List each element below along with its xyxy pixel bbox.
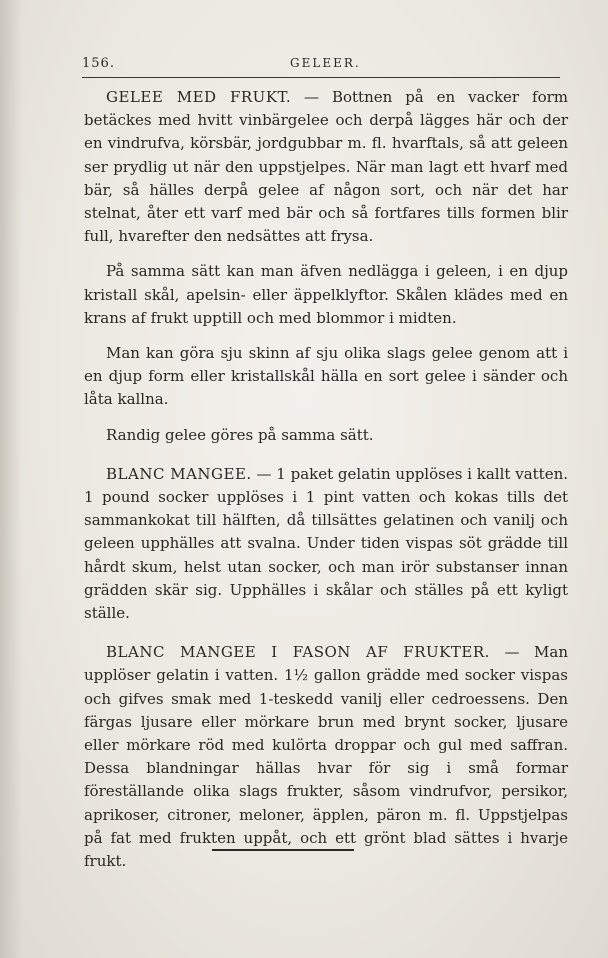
recipe-paragraph [84, 641, 568, 873]
recipe-heading: BLANC MANGEE. [106, 464, 252, 483]
recipe-body: — 1 paket gelatin upplöses i kallt vatten. 1 pound socker upplöses i 1 pint vatten och kokas tills det sammankokat till hälften, då tillsättes gelatinen och vanilj och geleen upphälles att svalna. Under tiden vispas söt grädde till hårdt skum, helst utan socker, och man irör substanser innan grädden skär sig. Upphälles i skålar och ställes på ett kyligt ställe. [84, 464, 568, 623]
recipe-body: Randig gelee göres på samma sätt. [106, 425, 374, 444]
running-title: GELEER. [290, 56, 361, 70]
recipe-body: — Bottnen på en vacker form betäckes med hvitt vinbärgelee och derpå lägges här och der en vindrufva, körsbär, jordgubbar m. fl. hvarftals, så att geleen ser prydlig ut när den uppstjelpes. När man lagt ett hvarf med bär, så hälles derpå gelee af någon sort, och när det har stelnat, åter ett varf med bär och så fortfares tills formen blir full, hvarefter den nedsättes att frysa. [84, 88, 568, 246]
recipe-body: Man kan göra sju skinn af sju olika slags gelee genom att i en djup form eller kristallskål hälla en sort gelee i sänder och låta kallna. [84, 344, 568, 409]
recipe-paragraph [84, 424, 568, 447]
recipe-heading: BLANC MANGEE I FASON AF FRUKTER. [106, 643, 490, 662]
recipe-paragraph [84, 260, 568, 330]
recipe-heading: GELEE MED FRUKT. [106, 88, 292, 106]
page-number: 156. [82, 56, 115, 71]
header-rule [82, 77, 560, 78]
page-edge-shadow [0, 0, 22, 958]
recipe-paragraph [84, 342, 568, 412]
recipe-paragraph [84, 463, 568, 625]
closing-rule [212, 849, 354, 851]
recipe-body: — Man upplöser gelatin i vatten. 1½ gallon grädde med socker vispas och gifves smak med 1-teskedd vanilj eller cedroessens. Den färgas ljusare eller mörkare brun med brynt socker, ljusare eller mörkare röd med kulörta droppar och gul med saffran. Dessa blandningar hällas hvar för sig i små formar föreställande olika slags frukter, såsom vindrufvor, persikor, aprikoser, citroner, meloner, äpplen, päron m. fl. Uppstjelpas på fat med frukten uppåt, och ett grönt blad sättes i hvarje frukt. [84, 643, 568, 871]
recipe-paragraph [84, 86, 568, 248]
recipe-body: På samma sätt kan man äfven nedlägga i geleen, i en djup kristall skål, apelsin- eller äppelklyftor. Skålen klädes med en krans af frukt upptill och med blommor i midten. [84, 262, 568, 327]
recipe-text [84, 86, 568, 873]
running-head [82, 56, 542, 78]
